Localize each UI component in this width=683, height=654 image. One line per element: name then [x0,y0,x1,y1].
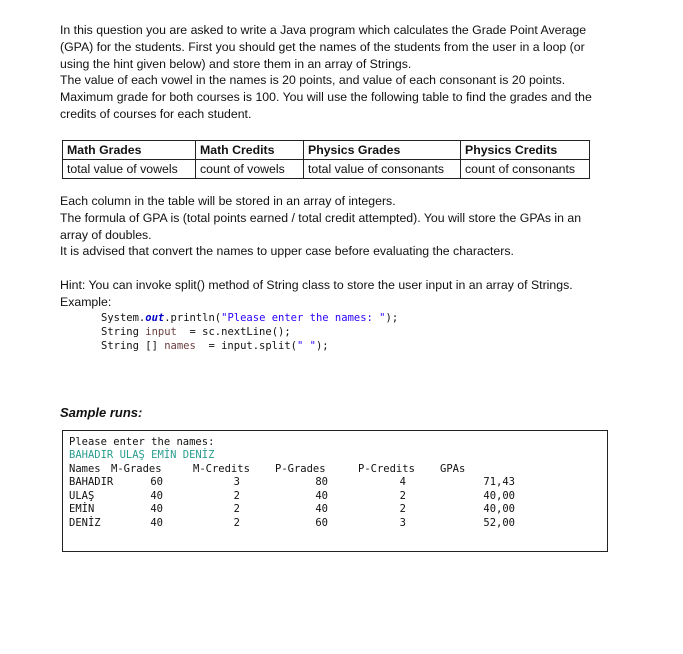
console-gpa: 71,43 [483,476,515,488]
code-token: out [145,312,165,324]
console-m-credit: 3 [233,476,240,488]
header-physics-grades: Physics Grades [304,141,461,160]
example-label: Example: [60,294,112,309]
instructions-line: array of doubles. [60,227,152,242]
hint-line: Hint: You can invoke split() method of String class to store the user input in an array of Strings. [60,278,573,292]
console-gpa: 40,00 [483,503,515,515]
intro-line: Maximum grade for both courses is 100. You will use the following table to find the grades and the [60,90,592,105]
code-token: .println( [164,312,222,324]
console-p-grade: 60 [315,516,328,529]
intro-line: The value of each vowel in the names is 20 points, and value of each consonant is 20 points. [60,73,566,88]
console-name: ULAŞ [69,489,95,502]
console-header-gpas: GPAs [440,463,466,475]
console-p-grade: 40 [315,489,328,502]
console-header-p-grades: P-Grades [275,463,326,475]
code-variable: input [145,326,177,338]
console-m-grade: 40 [150,489,163,502]
intro-line: (GPA) for the students. First you should get the names of the students from the user in a loop (or [60,39,585,54]
code-string: "Please enter the names: " [221,312,386,324]
intro-line: In this question you are asked to write a Java program which calculates the Grade Point Average [60,23,587,37]
console-m-credit: 2 [233,489,240,502]
console-m-credit: 2 [233,503,240,515]
code-line-3 [101,340,329,352]
console-p-grade: 80 [315,476,328,488]
instructions-line: The formula of GPA is (total points earned / total credit attempted). You will store the GPAs in an [60,210,582,225]
console-header-p-credits: P-Credits [358,463,415,475]
code-token: ); [315,340,329,352]
code-token: String [] [101,340,165,352]
code-token: = sc.nextLine(); [176,326,291,338]
console-p-credit: 4 [399,476,406,488]
cell-math-credits: count of vowels [196,160,304,179]
console-m-grade: 40 [150,503,163,515]
intro-paragraph [60,22,620,123]
console-user-input: BAHADIR ULAŞ EMİN DENİZ [69,449,215,461]
header-math-grades: Math Grades [63,141,196,160]
console-m-grade: 60 [150,476,163,488]
cell-math-grades: total value of vowels [63,160,196,179]
code-token: ); [385,312,399,324]
console-header-m-credits: M-Credits [193,463,250,475]
table-header-row [63,141,590,160]
code-variable: names [164,340,196,352]
grades-table [62,140,590,179]
console-gpa: 40,00 [483,489,515,502]
console-output [62,430,608,552]
header-math-credits: Math Credits [196,141,304,160]
sample-runs-title: Sample runs: [60,405,143,420]
instructions-line: Each column in the table will be stored in an array of integers. [60,194,396,208]
console-p-credit: 3 [399,516,406,529]
code-token: System. [101,312,146,324]
instructions-paragraph [60,193,620,260]
console-m-grade: 40 [150,516,163,529]
console-p-credit: 2 [399,503,406,515]
console-prompt: Please enter the names: [69,436,215,448]
cell-physics-grades: total value of consonants [304,160,461,179]
cell-physics-credits: count of consonants [461,160,590,179]
code-token: = input.split( [195,340,297,352]
header-physics-credits: Physics Credits [461,141,590,160]
code-line-1 [101,312,398,324]
console-name: BAHADIR [69,476,114,488]
code-token: String [101,326,146,338]
table-row [63,160,590,179]
intro-line: credits of courses for each student. [60,106,252,121]
code-string: " " [296,340,316,352]
console-gpa: 52,00 [483,516,515,529]
console-header-m-grades: M-Grades [111,463,162,475]
console-p-credit: 2 [399,489,406,502]
intro-line: using the hint given below) and store them in an array of Strings. [60,56,412,71]
console-p-grade: 40 [315,503,328,515]
code-example [101,311,398,353]
hint-paragraph [60,277,620,311]
console-m-credit: 2 [233,516,240,529]
console-name: EMİN [69,503,95,515]
console-name: DENİZ [69,516,101,529]
console-header-names: Names [69,463,101,475]
instructions-line: It is advised that convert the names to upper case before evaluating the characters. [60,244,514,259]
code-line-2 [101,326,291,338]
